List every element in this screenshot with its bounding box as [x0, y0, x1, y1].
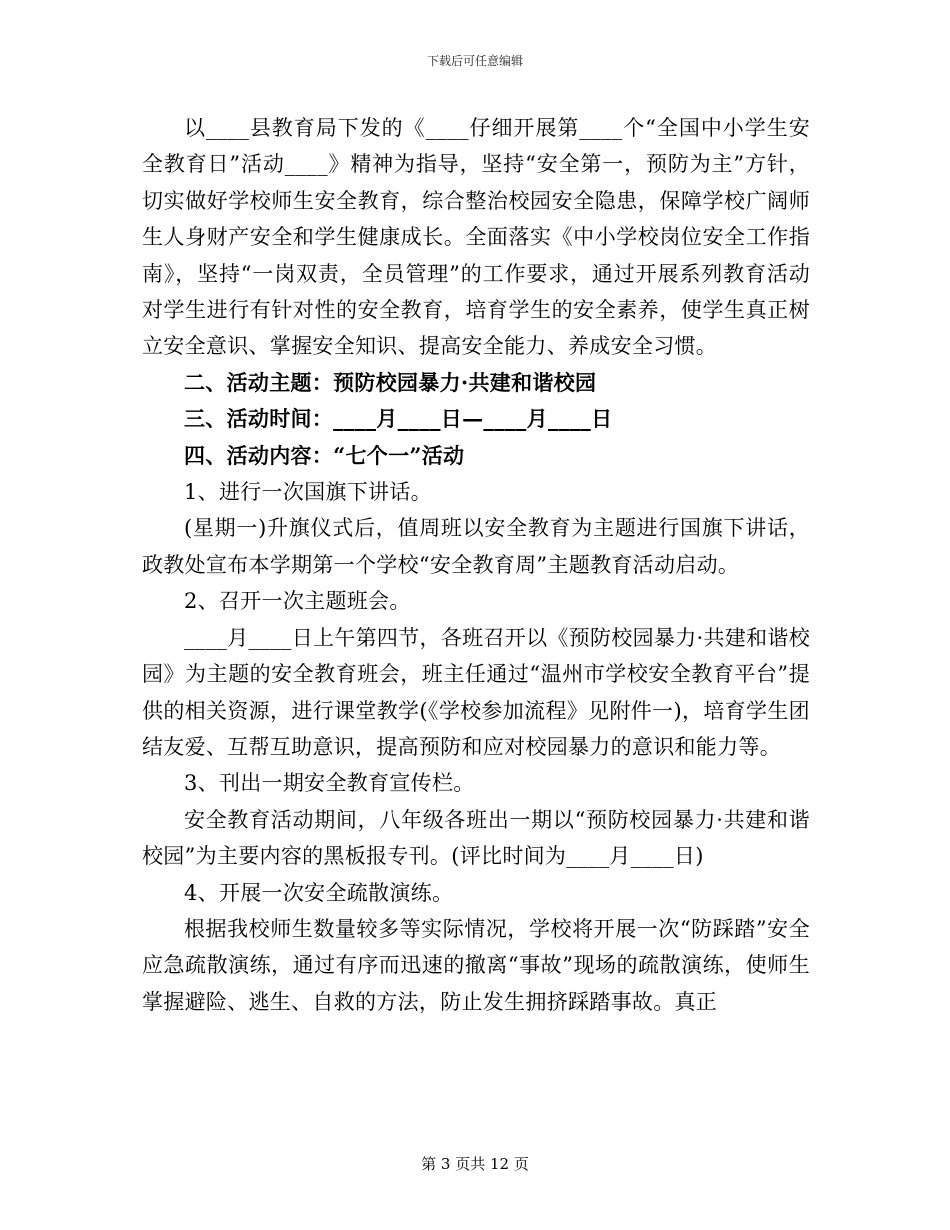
heading-activity-content: 四、活动内容：“七个一”活动	[184, 442, 465, 468]
item-4-body: 根据我校师生数量较多等实际情况，学校将开展一次“防踩踏”安全应急疏散演练，通过有序而迅速的撤离“事故”现场的疏散演练，使师生掌握避险、逃生、自救的方法，防止发生拥挤踩踏事故。真正	[142, 916, 810, 1014]
item-4-title: 4、开展一次安全疏散演练。	[184, 880, 454, 905]
document-body	[142, 110, 810, 1020]
item-2-body: ____月____日上午第四节，各班召开以《预防校园暴力·共建和谐校园》为主题的安全教育班会，班主任通过“温州市学校安全教育平台”提供的相关资源，进行课堂教学(《学校参加流程》见附件一)，培育学生团结友爱、互帮互助意识，提高预防和应对校园暴力的意识和能力等。	[142, 625, 810, 759]
item-3-body: 安全教育活动期间，八年级各班出一期以“预防校园暴力·共建和谐校园”为主要内容的黑板报专刊。(评比时间为____月____日)	[142, 807, 810, 869]
paragraph-intro: 以____县教育局下发的《____仔细开展第____个“全国中小学生安全教育日”活动____》精神为指导，坚持“安全第一，预防为主”方针，切实做好学校师生安全教育，综合整治校园安全隐患，保障学校广阔师生人身财产安全和学生健康成长。全面落实《中小学校岗位安全工作指南》，坚持“一岗双责，全员管理”的工作要求，通过开展系列教育活动对学生进行有针对性的安全教育，培育学生的安全素养，使学生真正树立安全意识、掌握安全知识、提高安全能力、养成安全习惯。	[142, 116, 810, 359]
heading-activity-theme: 二、活动主题：预防校园暴力·共建和谐校园	[184, 369, 597, 395]
heading-activity-time: 三、活动时间：____月____日—____月____日	[184, 406, 613, 432]
page-header: 下载后可任意编辑	[426, 54, 523, 68]
item-1-body: (星期一)升旗仪式后，值周班以安全教育为主题进行国旗下讲话，政教处宣布本学期第一个学校“安全教育周”主题教育活动启动。	[142, 516, 810, 577]
item-2-title: 2、召开一次主题班会。	[184, 589, 411, 614]
item-1-title: 1、进行一次国旗下讲话。	[184, 480, 432, 505]
item-3-title: 3、刊出一期安全教育宣传栏。	[184, 771, 475, 796]
page-footer: 第 3 页共 12 页	[421, 1155, 529, 1173]
